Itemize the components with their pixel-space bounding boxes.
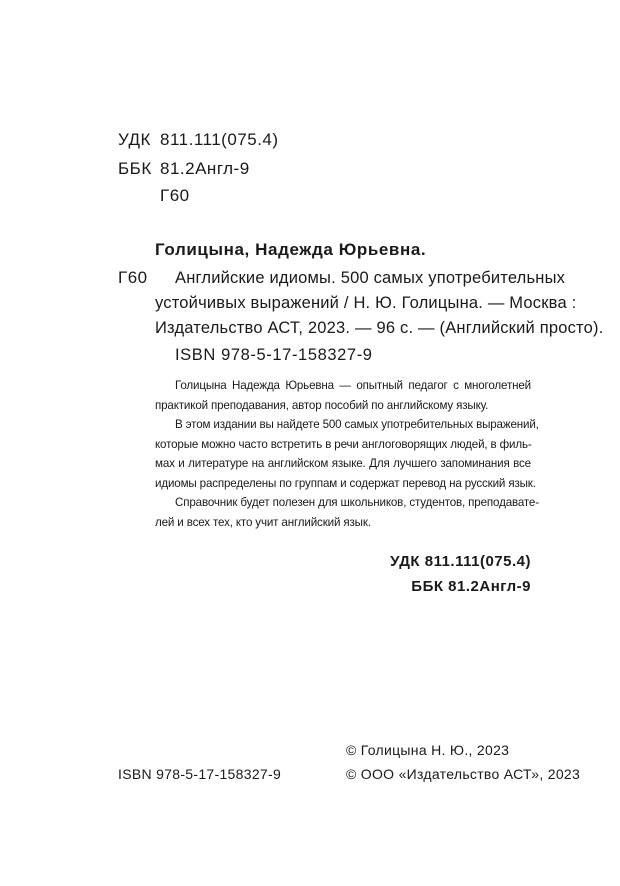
bbk-value: 81.2Англ-9	[160, 159, 250, 178]
biblio-line: Издательство АСТ, 2023. — 96 с. — (Английский просто).	[155, 319, 604, 337]
annotation-line: идиомы распределены по группам и содержат перевод на русский язык.	[155, 476, 536, 490]
udk-code-right: УДК 811.111(075.4)	[390, 553, 531, 570]
isbn-footer: ISBN 978-5-17-158327-9	[118, 766, 282, 782]
udk-value: 811.111(075.4)	[160, 130, 279, 149]
annotation-line: которые можно часто встретить в речи англоговорящих людей, в филь-	[155, 437, 532, 451]
annotation-line: лей и всех тех, кто учит английский язык.	[155, 515, 371, 529]
biblio-line: устойчивых выражений / Н. Ю. Голицына. — Москва :	[155, 294, 577, 312]
bbk-label: ББК	[118, 159, 152, 178]
annotation	[155, 376, 539, 532]
copyright-publisher: © ООО «Издательство АСТ», 2023	[346, 766, 581, 782]
bbk-code-right: ББК 81.2Англ-9	[411, 578, 531, 595]
author-mark: Г60	[160, 186, 190, 205]
biblio-author-mark: Г60	[118, 268, 148, 287]
annotation-line: В этом издании вы найдете 500 самых употребительных выражений,	[175, 418, 539, 431]
annotation-line: практикой преподавания, автор пособий по английскому языку.	[155, 398, 489, 412]
annotation-paragraph	[155, 415, 539, 493]
isbn-main: ISBN 978-5-17-158327-9	[175, 346, 373, 364]
biblio-line: Английские идиомы. 500 самых употребительных	[175, 269, 566, 287]
annotation-line: Голицына Надежда Юрьевна — опытный педагог с многолетней	[175, 379, 531, 392]
annotation-paragraph	[155, 493, 539, 532]
annotation-line: Справочник будет полезен для школьников, студентов, преподавате-	[175, 496, 539, 509]
copyright-author: © Голицына Н. Ю., 2023	[346, 742, 510, 758]
annotation-paragraph	[155, 376, 531, 415]
annotation-line: мах и литературе на английском языке. Для лучшего запоминания все	[155, 457, 531, 470]
udk-label: УДК	[118, 130, 151, 149]
biblio-description	[155, 266, 604, 341]
author-heading: Голицына, Надежда Юрьевна.	[155, 240, 427, 259]
